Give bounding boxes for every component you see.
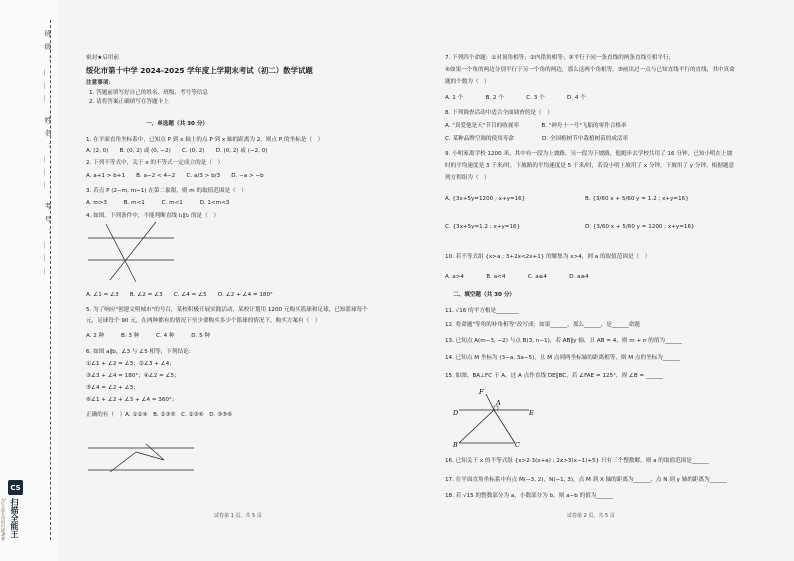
question-7-line-1: 7. 下列四个命题：①对顶角相等；②内错角相等；③平行于同一条直线的两条直线互相平行； <box>445 55 675 61</box>
notes-heading: 注意事项： <box>86 80 114 86</box>
note-2: 2. 请将答案正确填写在答题卡上 <box>89 99 169 105</box>
question-9-option-a: A. {3x+5y=1200 ; x+y=16} <box>445 196 526 202</box>
question-8-options-cd: C. 某种品牌空调的使用寿命 D. 全国植树节中栽植树苗的成活率 <box>445 136 629 142</box>
question-6-statement-2: ③∠3 + ∠4 = 180°；④∠2 = ∠5； <box>86 373 180 379</box>
question-9-option-c: C. {3x+5y=1.2 ; x+y=16} <box>445 224 521 230</box>
figure-q6-parallel-lines <box>86 438 196 478</box>
question-7-options: A. 1 个 B. 2 个 C. 3 个 D. 4 个 <box>445 95 586 101</box>
note-1: 1. 答题前填写好自己的姓名、班级、考号等信息 <box>89 90 208 96</box>
question-6-statement-4: ⑥∠1 + ∠2 + ∠3 + ∠4 = 360°； <box>86 397 178 403</box>
binding-dashed-line <box>50 20 51 540</box>
question-11: 11. √16 的平方根是________ <box>445 308 519 314</box>
question-6-statement-1: ①∠1 + ∠2 = ∠3；②∠3 + ∠4； <box>86 361 175 367</box>
question-6-statement-3: ⑤∠4 = ∠2 + ∠3； <box>86 385 139 391</box>
camscanner-name: 扫描全能王 <box>10 498 19 538</box>
question-4-options: A. ∠1 = ∠3 B. ∠2 = ∠3 C. ∠4 = ∠5 D. ∠2 + ∠4 = 180° <box>86 292 273 298</box>
label-c: C <box>515 441 520 448</box>
question-9-line-1: 9. 小明家离学校 1200 米，其中有一段为上坡路，另一段为下坡路，他跑步去学校共用了 16 分钟，已知小明在上坡 <box>445 151 733 157</box>
question-2: 2. 下列不等式中，关于 x 的不等式一定成立的是（ ） <box>86 160 224 166</box>
question-6: 6. 如图 a∥b，∠3 与 ∠5 相等，下列结论： <box>86 349 195 355</box>
label-e: E <box>529 409 534 417</box>
secret-label: 密封★启用前 <box>86 55 119 61</box>
question-12: 12. 将命题"等角的补角相等"改写成：如果______，那么______，是______命题 <box>445 322 640 328</box>
question-2-options: A. a+1 > b+1 B. a−2 < 4−2 C. a/3 > b/3 D. −a > −b <box>86 173 264 179</box>
question-5-options: A. 2 种 B. 3 种 C. 4 种 D. 5 种 <box>86 333 211 339</box>
question-7-line-3: 题的个数为（ ） <box>445 79 490 85</box>
section-1-heading: 一、单选题（共 30 分） <box>146 121 209 127</box>
question-9-line-3: 列方程组为（ ） <box>445 175 490 181</box>
question-9-line-2: 时的平均速度是 3 千米/时，下坡路的平均速度是 5 千米/时，若设小明上坡用了 x 分钟，下坡用了 y 分钟，根据题意 <box>445 163 735 169</box>
label-a: A <box>496 399 501 407</box>
label-d: D <box>453 409 459 417</box>
label-f: F <box>479 388 484 396</box>
question-18: 18. 若 √15 的整数部分为 a，小数部分为 b，则 a−b 的值为______ <box>445 493 614 499</box>
camscanner-logo-icon: CS <box>8 480 23 495</box>
exam-title: 绥化市第十中学 2024-2025 学年度上学期末考试（初二）数学试题 <box>86 66 313 75</box>
question-8: 8. 下列调查活动中适合全面调查的是（ ） <box>445 110 553 116</box>
figure-q15-triangle <box>453 380 537 448</box>
question-16: 16. 已知关于 x 的不等式组 {x>2·3(x+a) ; 2x>3(x−1)+5} 只有三个整数解，则 a 的取值范围是______ <box>445 458 709 464</box>
question-1: 1. 在平面直角坐标系中，已知点 P 到 x 轴上的点 P 到 x 轴的距离为 2，则点 P 的坐标是（ ） <box>86 137 324 143</box>
question-6-options: 正确的有（ ）A. ①②④ B. ②③⑤ C. ②③⑥ D. ③⑤⑥ <box>86 412 233 418</box>
question-1-options: A. (2, 0) B. (0, 2) 或 (0, −2) C. (0, 2) D. (0, 2) 或 (−2, 0) <box>86 148 268 154</box>
question-14: 14. 已知点 M 坐标为 (3−a, 3a−5)，且 M 点到两坐标轴的距离相等，则 M 点的坐标为______ <box>445 355 680 361</box>
question-13: 13. 已知点 A(m−3, −2) 与点 B(3, n−1)，若 AB∥y 轴，且 AB = 4，则 m + n 的值为______ <box>445 338 682 344</box>
label-b: B <box>453 441 458 448</box>
question-10-options: A. a>4 B. a<4 C. a≤4 D. a≥4 <box>445 274 589 280</box>
question-3: 3. 若点 P (2−m, m−1) 在第二象限，则 m 的取值范围是（ ） <box>86 188 247 194</box>
binding-strip-text: 班级：＿＿＿ 姓名：＿＿＿ 考号：＿＿＿ <box>44 30 52 281</box>
question-9-option-d: D. {3/60 x + 5/60 y = 1200 ; x+y=16} <box>585 224 695 230</box>
question-10: 10. 若不等式组 {x>a ; 3+2x<2x+1} 的解集为 x>4，则 a 的取值范围是（ ） <box>445 254 651 260</box>
question-5-line-2: 元，足球每个 90 元，在两种都有的情况下至少要购买多少个篮球的情况下，购买方案有（ ） <box>86 318 321 324</box>
page-1-footer: 试卷第 1 页，共 5 页 <box>214 513 262 519</box>
question-7-line-2: ④如果一个角的两边分别平行于另一个角的两边，那么这两个角相等。⑤画出过一点与已知直线平行的直线，其中真命 <box>445 67 735 73</box>
page-2-footer: 试卷第 2 页，共 5 页 <box>567 513 615 519</box>
section-2-heading: 二、填空题（共 30 分） <box>453 292 516 298</box>
question-4: 4. 如图，下列条件中，不能判断直线 l₁∥l₂ 的是（ ） <box>86 213 219 219</box>
question-8-options-ab: A. "真爱他是天"节目的收视率 B. "神舟十一号"飞船的零件合格率 <box>445 123 627 129</box>
question-3-options: A. m>3 B. m<1 C. m<1 D. 1<m<3 <box>86 200 230 206</box>
question-5-line-1: 5. 为了响应"创建文明城市"的号召，某校积极开展实践活动，某校计划用 1200 元购买篮球和足球，已知篮球每个 <box>86 307 368 313</box>
question-9-option-b: B. {3/60 x + 5/60 y = 1.2 ; x+y=16} <box>585 196 689 202</box>
camscanner-tagline: 3亿人都在用的扫描App <box>1 498 6 541</box>
question-15: 15. 如图，BA⊥FC 于 A，过 A 点作直线 DE∥BC，若 ∠FAE = 125°，则 ∠B = ______ <box>445 373 663 379</box>
question-17: 17. 在平面直角坐标系中有点 M(−3, 2)，N(−1, 3)，点 M 到 X 轴的距离为______，点 N 到 y 轴的距离为______ <box>445 477 727 483</box>
figure-q4-lines <box>86 218 176 286</box>
